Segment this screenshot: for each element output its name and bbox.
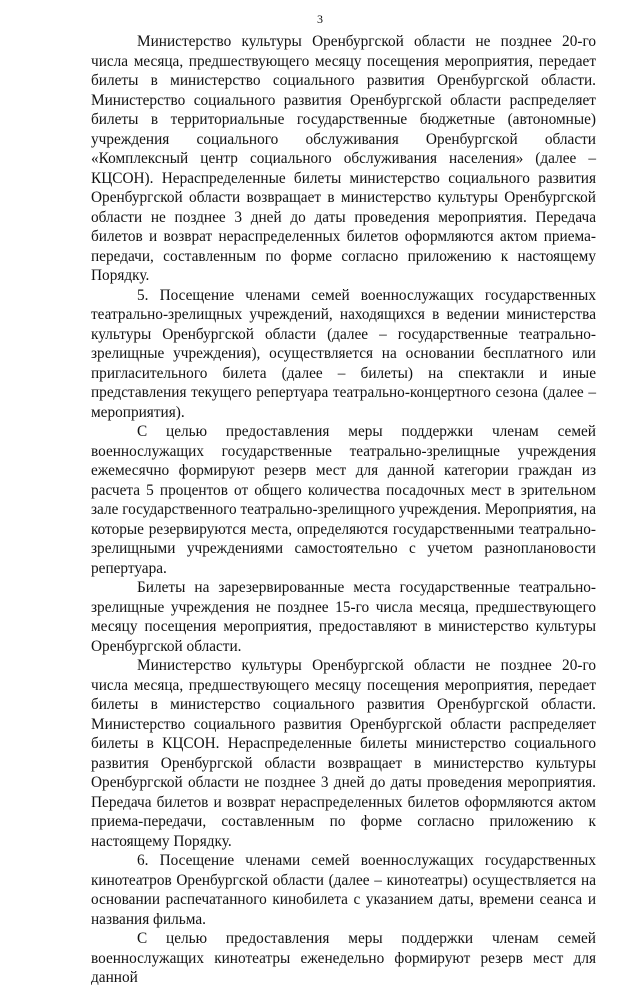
paragraph-theatre-seat-reserve: С целью предоставления меры поддержки членам семей военнослужащих государственные театрально-зрелищные учреждения ежемесячно формируют резерв мест для данной категории граждан из расчета 5 процентов от общего количества посадочных мест в зрительном зале государственного театрально-зрелищного учреждения. Мероприятия, на которые резервируются места, определяются государственными театрально-зрелищными учреждениями самостоятельно с учетом разноплановости репертуара. bbox=[91, 423, 596, 577]
paragraph-ticket-transfer-kcson: Министерство культуры Оренбургской области не позднее 20-го числа месяца, предшествующего месяцу посещения мероприятия, передает билеты в министерство социального развития Оренбургской области. Министерство социального развития Оренбургской области распределяет билеты в КЦСОН. Нераспределенные билеты министерство социального развития Оренбургской области возвращает в министерство культуры Оренбургской области не позднее 3 дней до даты проведения мероприятия. Передача билетов и возврат нераспределенных билетов оформляются актом приема-передачи, составленным по форме согласно приложению к настоящему Порядку. bbox=[91, 657, 596, 850]
paragraph-cinema-seat-reserve: С целью предоставления меры поддержки членам семей военнослужащих кинотеатры еженедельно формируют резерв мест для данной bbox=[91, 930, 596, 986]
document-body bbox=[91, 32, 596, 988]
paragraph-item-6-cinemas: 6. Посещение членами семей военнослужащих государственных кинотеатров Оренбургской области (далее – кинотеатры) осуществляется на основании распечатанного кинобилета с указанием даты, времени сеанса и названия фильма. bbox=[91, 852, 596, 928]
paragraph-reserved-tickets: Билеты на зарезервированные места государственные театрально-зрелищные учреждения не позднее 15-го числа месяца, предшествующего месяцу посещения мероприятия, предоставляют в министерство культуры Оренбургской области. bbox=[91, 579, 596, 655]
page-number: 3 bbox=[317, 12, 323, 26]
paragraph-ticket-transfer-intro: Министерство культуры Оренбургской области не позднее 20-го числа месяца, предшествующего месяцу посещения мероприятия, передает билеты в министерство социального развития Оренбургской области. Министерство социального развития Оренбургской области распределяет билеты в территориальные государственные бюджетные (автономные) учреждения социального обслуживания Оренбургской области «Комплексный центр социального обслуживания населения» (далее – КЦСОН). Нераспределенные билеты министерство социального развития Оренбургской области возвращает в министерство культуры Оренбургской области не позднее 3 дней до даты проведения мероприятия. Передача билетов и возврат нераспределенных билетов оформляются актом приема-передачи, составленным по форме согласно приложению к настоящему Порядку. bbox=[91, 33, 596, 284]
paragraph-item-5-theatres: 5. Посещение членами семей военнослужащих государственных театрально-зрелищных учреждений, находящихся в ведении министерства культуры Оренбургской области (далее – государственные театрально-зрелищные учреждения), осуществляется на основании бесплатного или пригласительного билета (далее – билеты) на спектакли и иные представления текущего репертуара театрально-концертного сезона (далее – мероприятия). bbox=[91, 286, 596, 421]
